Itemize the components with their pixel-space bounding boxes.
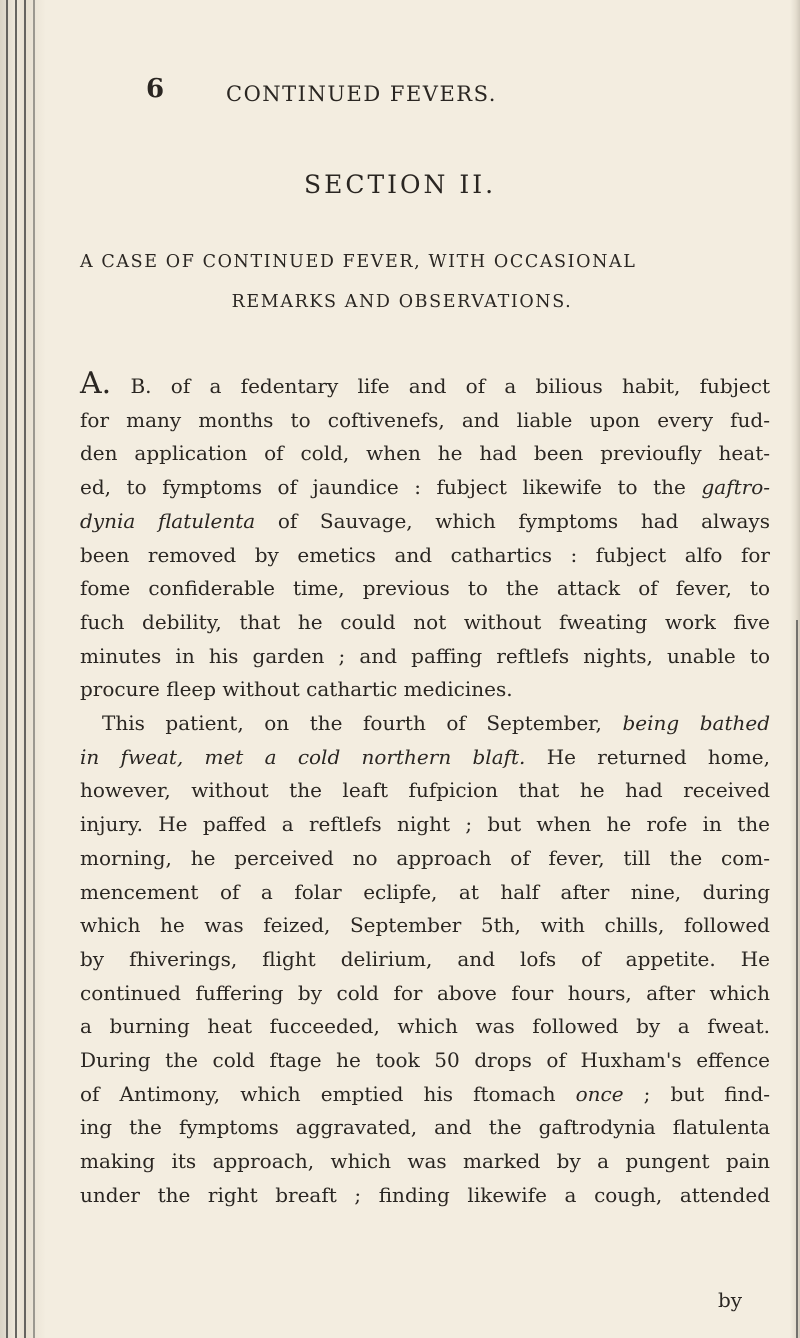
gutter-line	[6, 0, 8, 1338]
text-line: This patient, on the fourth of September, being bathed	[102, 711, 771, 736]
gutter-line	[33, 0, 35, 1338]
text-line: minutes in his garden ; and paffing reftlefs nights, unable to	[80, 643, 770, 668]
case-heading	[80, 242, 780, 322]
text-line: procure fleep without cathartic medicines.	[80, 677, 513, 702]
italic-phrase: being bathed	[622, 711, 771, 736]
text-line: During the cold ftage he took 50 drops of Huxham's effence	[80, 1048, 770, 1073]
text-line: making its approach, which was marked by a pungent pain	[80, 1149, 770, 1174]
gutter-line	[15, 0, 17, 1338]
text-line: morning, he perceived no approach of fever, till the com-	[80, 845, 770, 870]
section-title: SECTION II.	[303, 170, 497, 199]
text-line: fome confiderable time, previous to the attack of fever, to	[80, 576, 770, 601]
running-head: CONTINUED FEVERS.	[226, 82, 497, 106]
text-line: fuch debility, that he could not without fweating work five	[80, 609, 770, 634]
text-line: ed, to fymptoms of jaundice : fubject likewife to the gaftro-	[80, 475, 770, 500]
text-line: dynia flatulenta of Sauvage, which fymptoms had always	[80, 508, 770, 533]
text-line: which he was feized, September 5th, with chills, followed	[80, 913, 770, 938]
italic-term: gaftro-	[701, 475, 770, 500]
text-line: mencement of a folar eclipfe, at half after nine, during	[80, 879, 770, 904]
drop-initial: A.	[80, 366, 112, 401]
italic-term: dynia flatulenta	[80, 508, 256, 533]
text-line: ing the fymptoms aggravated, and the gaftrodynia flatulenta	[80, 1115, 770, 1140]
italic-phrase: in fweat, met a cold northern blaft.	[80, 744, 526, 769]
text-line: continued fuffering by cold for above four hours, after which	[80, 980, 770, 1005]
page-number: 6	[146, 74, 165, 104]
text-line: for many months to coftivenefs, and liable upon every fud-	[80, 407, 770, 432]
text-line: A. B. of a fedentary life and of a bilious habit, fubject	[80, 366, 770, 401]
text-line: of Antimony, which emptied his ftomach once ; but find-	[80, 1081, 770, 1106]
case-heading-line: REMARKS AND OBSERVATIONS.	[231, 292, 573, 312]
text-line: under the right breaft ; finding likewife a cough, attended	[80, 1182, 770, 1207]
page-edge	[790, 0, 800, 1338]
text-line: den application of cold, when he had been previoufly heat-	[80, 441, 770, 466]
case-heading-line: A CASE OF CONTINUED FEVER, WITH OCCASIONAL	[80, 252, 637, 272]
text-line: by fhiverings, flight delirium, and lofs of appetite. He	[80, 946, 770, 971]
body-text	[80, 366, 771, 1213]
text-line: injury. He paffed a reftlefs night ; but when he rofe in the	[80, 812, 770, 837]
text-line: in fweat, met a cold northern blaft. He returned home,	[80, 744, 771, 769]
text-line: a burning heat fucceeded, which was followed by a fweat.	[80, 1014, 770, 1039]
text-line: however, without the leaft fufpicion that he had received	[80, 778, 770, 803]
gutter-line	[24, 0, 26, 1338]
catchword: by	[718, 1288, 743, 1312]
italic-word: once	[575, 1081, 624, 1106]
text-line: been removed by emetics and cathartics : fubject alfo for	[80, 542, 770, 567]
